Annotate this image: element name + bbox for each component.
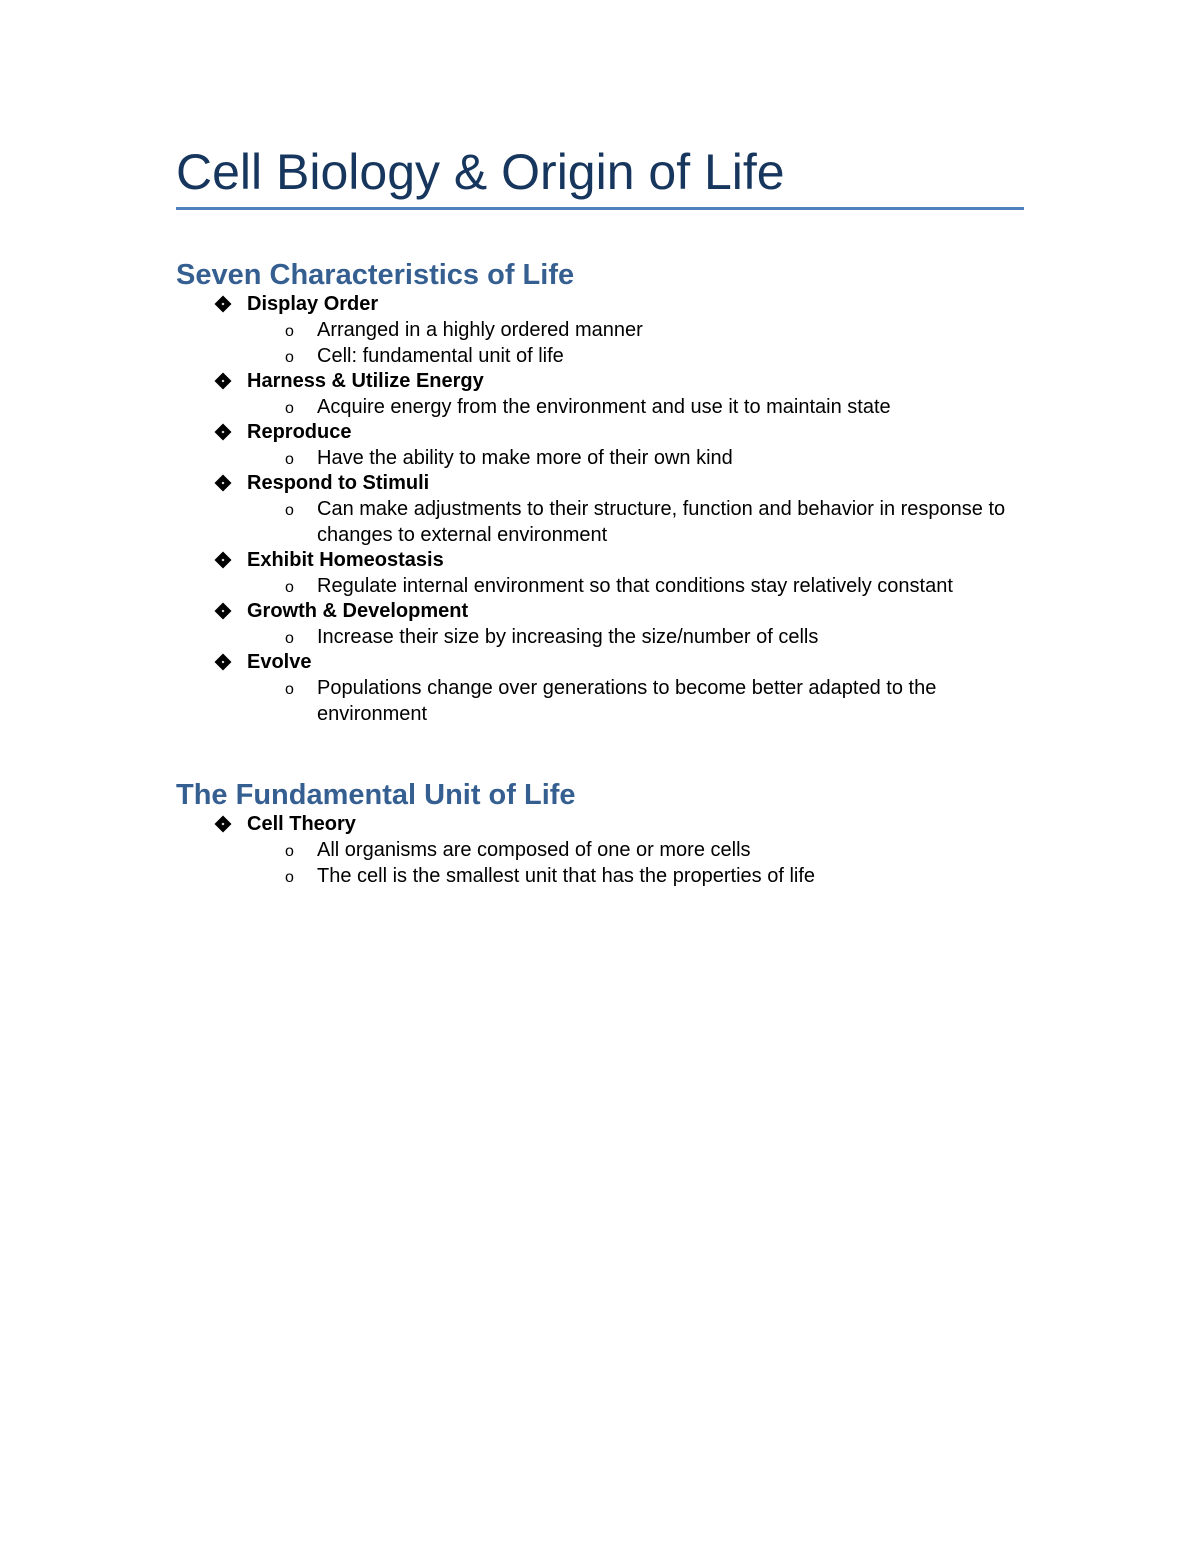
bullet-label: Exhibit Homeostasis	[247, 549, 444, 571]
bullet-label: Harness & Utilize Energy	[247, 370, 484, 392]
circle-o-bullet-icon: o	[285, 323, 294, 340]
circle-o-bullet-icon: o	[285, 869, 294, 886]
list-item	[176, 471, 1036, 548]
diamond-bullet-icon	[215, 373, 232, 390]
sub-item-text: Cell: fundamental unit of life	[317, 345, 564, 367]
sub-item-text: Have the ability to make more of their own kind	[317, 447, 733, 469]
circle-o-bullet-icon: o	[285, 681, 294, 698]
sub-item-text: Acquire energy from the environment and use it to maintain state	[317, 396, 891, 418]
diamond-bullet-icon	[215, 424, 232, 441]
sub-list	[247, 837, 1036, 889]
circle-o-bullet-icon: o	[285, 400, 294, 417]
list-item	[176, 292, 1036, 369]
sub-item	[247, 445, 1036, 471]
diamond-bullet-icon	[215, 816, 232, 833]
sub-list	[247, 624, 1036, 650]
sub-item-text: All organisms are composed of one or more cells	[317, 839, 751, 861]
bullet-label: Reproduce	[247, 421, 352, 443]
sub-item	[247, 837, 1036, 863]
bullet-label: Evolve	[247, 651, 312, 673]
circle-o-bullet-icon: o	[285, 630, 294, 647]
sub-item-text: Can make adjustments to their structure, function and behavior in response to changes to external environment	[317, 498, 1006, 546]
diamond-bullet-icon	[215, 296, 232, 313]
sub-item	[247, 573, 1036, 599]
circle-o-bullet-icon: o	[285, 502, 294, 519]
sub-item	[247, 394, 1036, 420]
sub-item	[247, 317, 1036, 343]
sub-item	[247, 863, 1036, 889]
title-underline	[176, 207, 1024, 210]
sub-item-text: Arranged in a highly ordered manner	[317, 319, 643, 341]
sub-item	[247, 675, 1036, 727]
sub-item-text: Populations change over generations to become better adapted to the environment	[317, 677, 937, 725]
sub-item	[247, 496, 1036, 548]
circle-o-bullet-icon: o	[285, 579, 294, 596]
list-item	[176, 599, 1036, 650]
diamond-bullet-icon	[215, 603, 232, 620]
sub-item	[247, 624, 1036, 650]
list-item	[176, 420, 1036, 471]
sub-list	[247, 394, 1036, 420]
sub-list	[247, 496, 1036, 548]
section-seven-characteristics	[176, 258, 1036, 727]
bullet-label: Respond to Stimuli	[247, 472, 430, 494]
circle-o-bullet-icon: o	[285, 451, 294, 468]
bullet-label: Cell Theory	[247, 813, 356, 835]
circle-o-bullet-icon: o	[285, 843, 294, 860]
sub-list	[247, 675, 1036, 727]
document-title: Cell Biology & Origin of Life	[176, 144, 785, 200]
sub-item-text: Regulate internal environment so that conditions stay relatively constant	[317, 575, 953, 597]
bullet-list	[176, 812, 1036, 889]
diamond-bullet-icon	[215, 475, 232, 492]
list-item	[176, 548, 1036, 599]
diamond-bullet-icon	[215, 654, 232, 671]
section-fundamental-unit	[176, 778, 1036, 889]
section-heading: Seven Characteristics of Life	[176, 259, 575, 291]
sub-list	[247, 445, 1036, 471]
diamond-bullet-icon	[215, 552, 232, 569]
sub-item-text: Increase their size by increasing the size/number of cells	[317, 626, 819, 648]
circle-o-bullet-icon: o	[285, 349, 294, 366]
bullet-label: Growth & Development	[247, 600, 469, 622]
list-item	[176, 650, 1036, 727]
sub-item-text: The cell is the smallest unit that has the properties of life	[317, 865, 816, 887]
sub-list	[247, 317, 1036, 369]
section-heading: The Fundamental Unit of Life	[176, 779, 576, 811]
sub-item	[247, 343, 1036, 369]
bullet-list	[176, 292, 1036, 727]
bullet-label: Display Order	[247, 293, 379, 315]
list-item	[176, 369, 1036, 420]
sub-list	[247, 573, 1036, 599]
list-item	[176, 812, 1036, 889]
